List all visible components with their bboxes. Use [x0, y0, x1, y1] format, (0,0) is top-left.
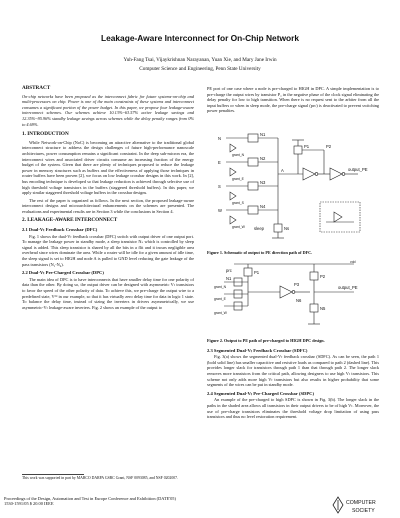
fig2-label-grant-n: grant_N: [214, 285, 227, 289]
abstract-heading: ABSTRACT: [22, 85, 51, 91]
fig2-label-n1: N1: [226, 276, 232, 281]
figure-1-caption: Figure 1. Schematic of output to PE direction path of DFC.: [207, 250, 313, 255]
fig2-label-grant-e: grant_E: [214, 297, 226, 301]
fig1-label-grant-w: grant_W: [232, 225, 245, 229]
fig1-label-p2: P2: [326, 144, 332, 149]
section24-heading: 2.4 Segmented Dual-Vₜ Pre-Charged Crossbar (SDPC): [207, 390, 315, 396]
logo-text-2: SOCIETY: [352, 508, 375, 514]
fig2-label-grant-w: grant_W: [214, 311, 227, 315]
fig1-port-s: S: [218, 184, 221, 189]
fig1-label-a: A: [281, 168, 284, 173]
fig1-label-n4: N4: [260, 204, 266, 209]
ieee-computer-society-logo: [330, 494, 386, 516]
section21-text: Fig. 1 shows the dual-Vₜ feedback crossbar (DFC) switch with output driver of one output port. To manage the leakage power in standby mode, a sleep transistor Nₛ which is controlled by sleep signal is added. This sleep transistor is shared by all the bits in a flit and it incurs negligible area overhead since wires dominate the area. While a router will be idle for a given amount of idle time, the sleep signal is set to HIGH and node A is pulled to GND level reducing the gate leakage of the pass transistors (N₁-N₄).: [22, 233, 194, 267]
fig1-port-e: E: [218, 160, 221, 165]
venue-line-2: 1530-1591/05 $ 20.00 IEEE: [4, 501, 54, 507]
fig2-label-n5: N5: [320, 306, 326, 311]
author-list: Yuh-Fang Tsai, Vijaykrishnan Narayanan, Yuan Xie, and Mary Jane Irwin: [123, 57, 277, 63]
venue-info: [4, 496, 254, 507]
logo-text-1: COMPUTER: [346, 500, 376, 506]
affiliation: Computer Science and Engineering, Penn State University: [139, 66, 261, 72]
fig2-label-n6: N6: [296, 298, 302, 303]
fig1-label-grant-n: grant_N: [232, 153, 245, 157]
footnote: This work was supported in part by MARCO DARPA GSRC Grant, NSF 0093085, and NSF 0202007.: [22, 476, 178, 480]
section21-heading: 2.1 Dual-Vₜ Feedback Crossbar (DFC): [22, 227, 98, 233]
fig1-label-n3: N3: [260, 180, 266, 185]
section23-text: Fig. 3(a) shows the segmented dual-Vₜ feedback crossbar (SDFC). As can be seen, the path 1 (bold solid line) has smaller capacitive and resistive loads as compared to path 2 (dashed line). This provides longer slack for transistors through path 1 than that through path 2. The longer slack removes more transistors from the critical path, allowing designers to use high Vₜ transistors. This scheme not only adds more high Vₜ transistors but also results in higher probability that some segments of the wires can be put in standby mode.: [207, 354, 379, 388]
intro-paragraph-1: While Network-on-Chip (NoC) is becoming an attractive alternative to the traditional global interconnect structure to address the design challenges of future high-performance nanoscale architectures, power consumption remains a significant constraint. In the deep sub-micron era, the interconnect wires and associated driver circuits consume an increasing fraction of the energy budget of the system. Given that there are plenty of techniques proposed to reduce the leakage power in memory structures such as buffers and the effectiveness of applying those techniques in router buffers have been proven [2], we focus on low leakage crossbar designs in this work. In [2], bus encoding technique is developed so that leakage reduction is achieved through selective use of high threshold voltage transistors in the buffers (staggered threshold buffers). In this paper, we apply similar staggered threshold voltage buffers in the crossbar designs.: [22, 139, 194, 196]
venue-line-1: Proceedings of the Design, Automation and Test in Europe Conference and Exhibition (DATE'05): [4, 496, 176, 501]
figure-1-caption-wrap: [207, 250, 379, 256]
section2-heading: 2. LEAKAGE-AWARE INTERCONNECT: [22, 217, 118, 224]
intro-heading: 1. INTRODUCTION: [22, 131, 69, 138]
section24-text: An example of the pre-charged to high SDPC is shown in Fig. 3(b). The longer slack in the paths in the shaded area allows all transistors in their output drivers to be of high Vₜ. Moreover, the use of pre-charge transistors eliminates the threshold voltage drop limitation of using pass transistors and thus no level restoration requirement.: [207, 397, 379, 420]
section22-text: The main idea of DPC is to have interconnects that have smaller delay time for one polarity of data than the other. By doing so, the output driver can be designed with asymmetric Vₜ transistors to favor the speed of the other polarity of data. To achieve this, we pre-charge the output wire to a predefined state, Vᵈᵈ in our example, so that it has virtually zero delay time for data in logic 1 state. To balance the delay time, instead of sizing the inverters in drivers asymmetrically, we use asymmetric-Vₜ leakage-aware inverters. Fig. 2 shows an example of the output to: [22, 276, 194, 310]
fig1-label-ns: Ns: [284, 226, 290, 231]
paper-title: Leakage-Aware Interconnect for On-Chip Network: [100, 33, 300, 43]
abstract-text: On-chip networks have been proposed as the interconnect fabric for future systems-on-chip and multi-processors on chip. Power is one of the main constraints of these systems and interconnect consumes a significant portion of the power budget. In this paper, we propose four leakage-aware interconnect schemes. Our schemes achieve 10.13%~63.57% active leakage savings and 12.35%~95.96% standby leakage savings across schemes while the delay penalty ranges from 0% to 4.69%.: [22, 93, 194, 127]
fig1-label-sleep: sleep: [254, 226, 265, 231]
fig1-label-n2: N2: [260, 156, 266, 161]
fig2-label-vdd: vdd: [350, 260, 356, 264]
fig2-label-prc: prc: [226, 268, 232, 273]
right-column-continuation: PE port of one case where a node is pre-charged to HIGH in DPC. A simple implementation is to pre-charge the output wires by transistor P₁ in the negative phase of the clock signal eliminating the delay penalty for low to high transition. When there is no request sent to the arbiter from all the input buffers or when in sleep mode, the pre-charge signal (prc) is deactivated to prevent switching power penalties.: [207, 86, 379, 114]
fig2-label-p1: P1: [254, 270, 260, 275]
fig2-label-p2: P2: [320, 274, 326, 279]
section23-heading: 2.3 Segmented Dual-Vₜ Feedback Crossbar (SDFC): [207, 347, 308, 353]
figure-2-schematic: [214, 258, 374, 338]
fig1-label-n1: N1: [260, 132, 266, 137]
left-column: [22, 86, 194, 312]
footnote-divider: [22, 474, 84, 475]
fig1-label-grant-e: grant_E: [232, 177, 244, 181]
section22-heading: 2.2 Dual-Vₜ Pre-Charged Crossbar (DPC): [22, 270, 104, 276]
right-column: [207, 86, 379, 116]
right-column-lower: [207, 338, 379, 422]
fig1-label-p1: P1: [304, 144, 310, 149]
fig2-label-output: output_PE: [338, 285, 358, 290]
fig1-port-w: W: [218, 208, 222, 213]
fig2-label-p3: P3: [294, 282, 300, 287]
fig1-label-grant-s: grant_S: [232, 201, 244, 205]
fig1-label-output: output_PE: [348, 167, 368, 172]
figure-1-schematic: [208, 124, 380, 248]
fig1-port-n: N: [218, 136, 222, 141]
intro-paragraph-2: The rest of the paper is organized as follows. In the next section, the proposed leakage-aware interconnect designs and microarchitectural enhancements on the schemes are presented. The evaluations and experimental results are in Section 3 while the conclusions in Section 4.: [22, 197, 194, 214]
figure-2-caption: Figure 2. Output to PE path of pre-charged to HIGH DPC design.: [207, 338, 325, 343]
